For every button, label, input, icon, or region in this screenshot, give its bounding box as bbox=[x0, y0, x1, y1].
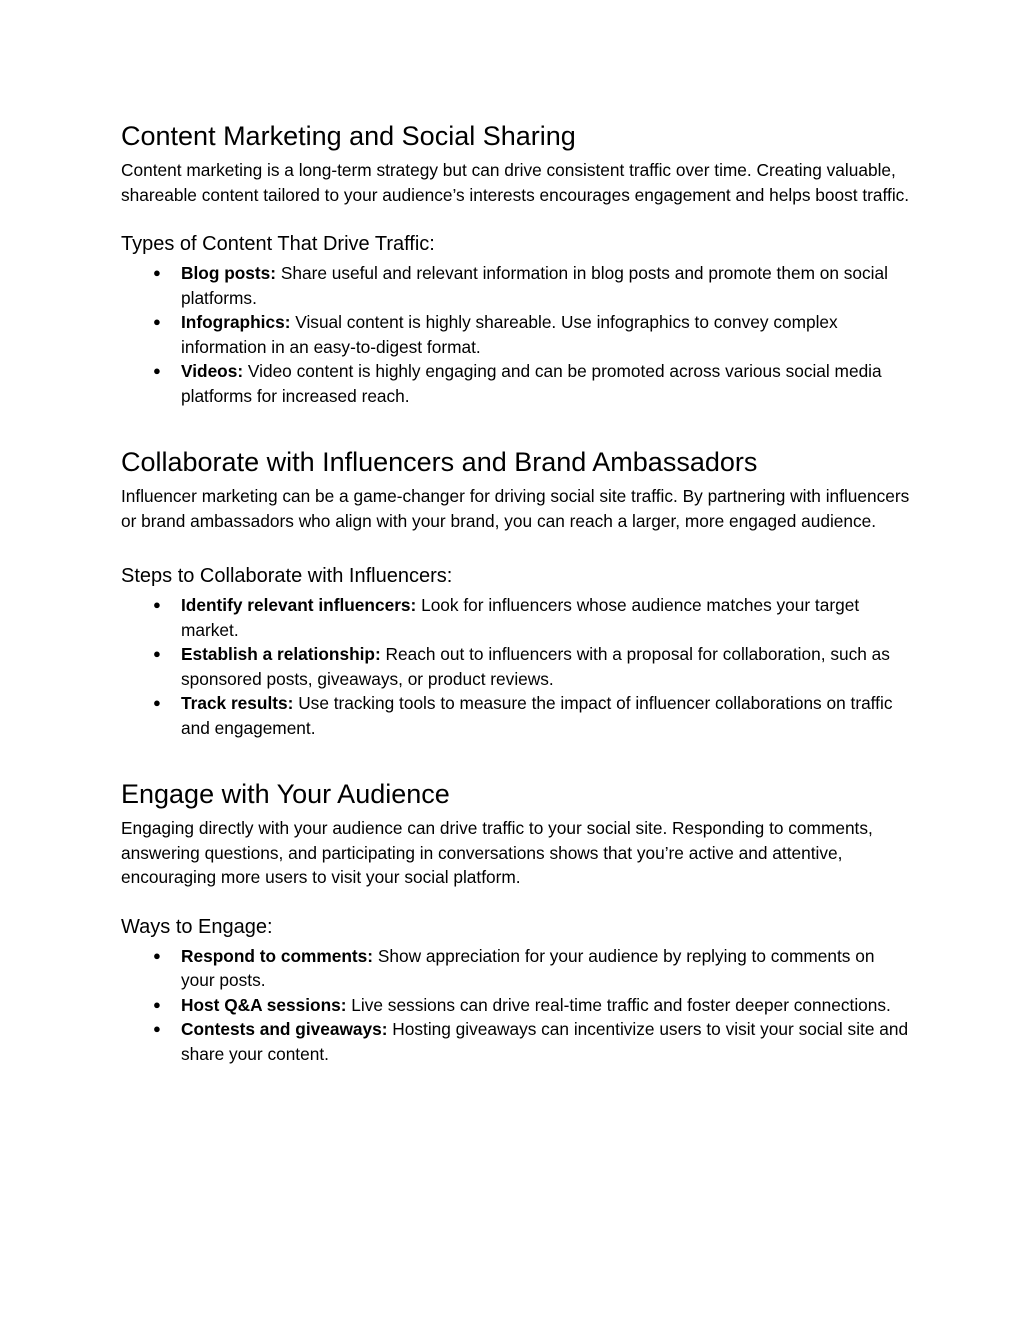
item-text: Use tracking tools to measure the impact of influencer collaborations on traffic and engagement. bbox=[181, 693, 893, 738]
section-heading: Engage with Your Audience bbox=[121, 779, 450, 809]
section-heading: Content Marketing and Social Sharing bbox=[121, 121, 576, 151]
item-text: Show appreciation for your audience by replying to comments on your posts. bbox=[181, 945, 875, 990]
list-item bbox=[121, 944, 911, 993]
bullet-icon: ● bbox=[153, 996, 161, 1012]
bullet-icon: ● bbox=[153, 265, 161, 280]
item-term: Videos: bbox=[181, 361, 244, 381]
item-text: Live sessions can drive real-time traffic and foster deeper connections. bbox=[346, 994, 891, 1015]
section-intro: Content marketing is a long-term strategy but can drive consistent traffic over time. Creating valuable, shareable content tailored to your audience’s interests encourages engagement and helps boost traffic. bbox=[121, 160, 910, 205]
item-term: Identify relevant influencers: bbox=[181, 595, 417, 615]
bullet-icon: ● bbox=[153, 314, 161, 329]
list-title: Types of Content That Drive Traffic: bbox=[121, 233, 435, 255]
bullet-list bbox=[121, 944, 911, 1067]
list-title: Ways to Engage: bbox=[121, 915, 273, 938]
bullet-list bbox=[121, 261, 911, 408]
list-item bbox=[121, 1017, 911, 1066]
section-intro: Influencer marketing can be a game-changer for driving social site traffic. By partnering with influencers or brand ambassadors who align with your brand, you can reach a larger, more engaged audience. bbox=[121, 486, 910, 531]
list-title: Steps to Collaborate with Influencers: bbox=[121, 565, 453, 587]
list-item bbox=[121, 310, 911, 359]
item-text: Visual content is highly shareable. Use infographics to convey complex information in an easy-to-digest format. bbox=[181, 312, 838, 357]
item-term: Infographics: bbox=[181, 312, 291, 332]
item-text: Reach out to influencers with a proposal for collaboration, such as sponsored posts, giveaways, or product reviews. bbox=[181, 644, 890, 689]
item-term: Contests and giveaways: bbox=[181, 1019, 388, 1039]
bullet-icon: ● bbox=[153, 363, 161, 378]
list-item bbox=[121, 691, 911, 740]
list-item bbox=[121, 642, 911, 691]
item-term: Blog posts: bbox=[181, 263, 277, 283]
item-term: Track results: bbox=[181, 693, 294, 713]
section-heading: Collaborate with Influencers and Brand Ambassadors bbox=[121, 447, 758, 477]
bullet-icon: ● bbox=[153, 1021, 161, 1036]
item-text: Look for influencers whose audience matches your target market. bbox=[181, 595, 860, 640]
bullet-icon: ● bbox=[153, 695, 161, 710]
item-term: Host Q&A sessions: bbox=[181, 994, 347, 1015]
bullet-list bbox=[121, 593, 911, 740]
item-text: Share useful and relevant information in blog posts and promote them on social platforms. bbox=[181, 263, 888, 308]
bullet-icon: ● bbox=[153, 597, 161, 612]
item-text: Hosting giveaways can incentivize users to visit your social site and share your content. bbox=[181, 1019, 909, 1064]
document-page bbox=[121, 118, 911, 1066]
list-item bbox=[121, 359, 911, 408]
bullet-icon: ● bbox=[153, 947, 161, 963]
item-term: Establish a relationship: bbox=[181, 644, 381, 664]
item-text: Video content is highly engaging and can be promoted across various social media platforms for increased reach. bbox=[181, 361, 882, 406]
section-intro: Engaging directly with your audience can drive traffic to your social site. Responding to comments, answering questions, and participating in conversations shows that you’re active and attentive, encouraging more users to visit your social platform. bbox=[121, 818, 873, 887]
list-item bbox=[121, 261, 911, 310]
list-item bbox=[121, 993, 911, 1018]
list-item bbox=[121, 593, 911, 642]
bullet-icon: ● bbox=[153, 646, 161, 661]
item-term: Respond to comments: bbox=[181, 945, 374, 966]
